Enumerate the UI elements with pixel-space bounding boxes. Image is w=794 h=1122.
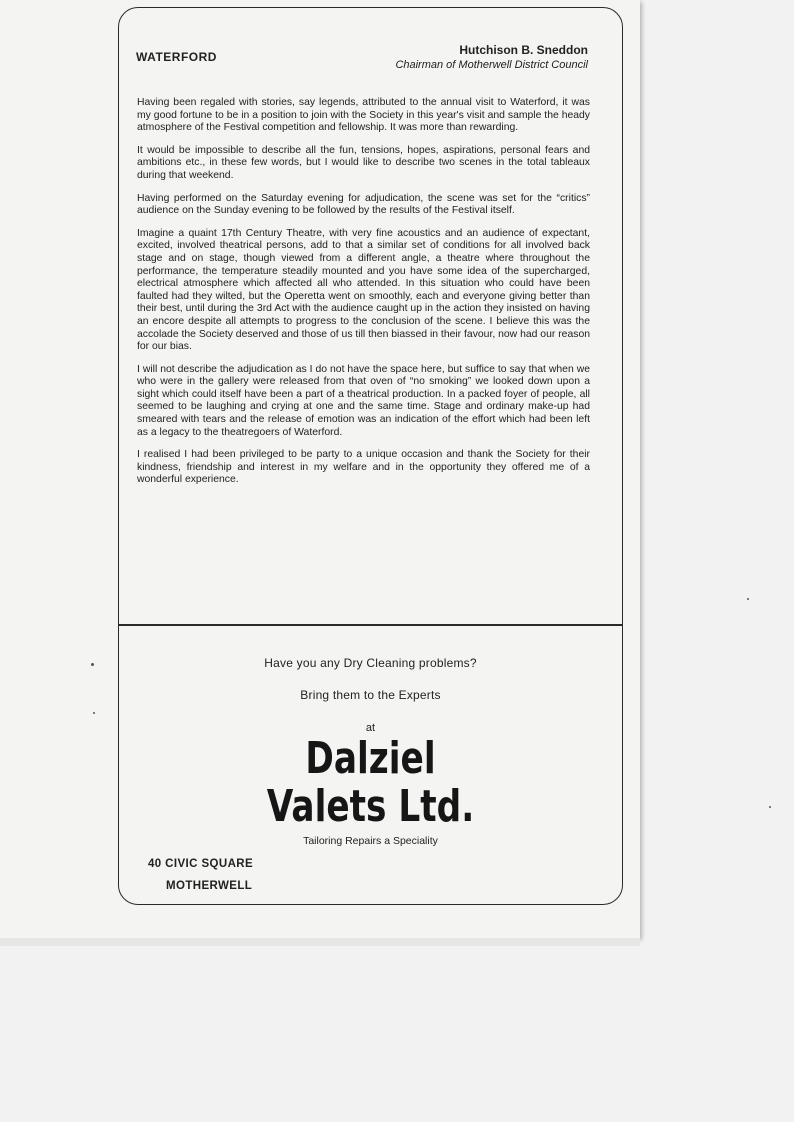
advert-brand-line1: Dalziel	[305, 733, 436, 784]
advert-question: Have you any Dry Cleaning problems?	[264, 656, 477, 670]
article-paragraph: I will not describe the adjudication as I do not have the space here, but suffice to say that when we who were in the gallery were released from that oven of “no smoking” we looked down upon a sight which could itself have been a part of a theatrical production. In a packed foyer of people, all seemed to be laughing and crying at one and the same time. Stage and ordinary make-up had smeared with tears and the release of emotion was an indication of the effort which had been left as a legacy to the theatregoers of Waterford.	[137, 363, 590, 438]
scan-speck	[93, 712, 95, 714]
background-right	[640, 0, 794, 946]
article-body	[137, 97, 590, 497]
article-byline	[395, 43, 588, 71]
scan-speck	[769, 806, 771, 808]
article-paragraph: Imagine a quaint 17th Century Theatre, with very fine acoustics and an audience of expectant, excited, involved theatrical persons, add to that a similar set of conditions for all involved back stage and on stage, though viewed from a different angle, a theatre where throughout the performance, the temperature steadily mounted and you have some idea of the supercharged, electrical atmosphere which affected all who attended. In this situation who could have been faulted had they wilted, but the Operetta went on smoothly, each and everyone giving better than their best, until during the 3rd Act with the audience caught up in the action they insisted on having an encore despite all attempts to progress to the conclusion of the scene. I believe this was the accolade the Society deserved and those of us till then biassed in their favour, now had our reason for our bias.	[137, 227, 590, 353]
article-paragraph: Having performed on the Saturday evening for adjudication, the scene was set for the “critics” audience on the Sunday evening to be followed by the results of the Festival itself.	[137, 192, 590, 217]
article-paragraph: Having been regaled with stories, say legends, attributed to the annual visit to Waterford, it was my good fortune to be in a position to join with the Society in this year's visit and sample the heady atmosphere of the Festival competition and fellowship. It was more than rewarding.	[137, 97, 590, 134]
article-paragraph: I realised I had been privileged to be party to a unique occasion and thank the Society for their kindness, friendship and interest in my welfare and in the opportunity they offered me of a wonderful experience.	[137, 449, 590, 486]
scan-speck	[91, 663, 94, 666]
scan-speck	[747, 598, 749, 600]
author-name: Hutchison B. Sneddon	[459, 43, 588, 57]
advert-at: at	[365, 722, 376, 734]
page-edge	[0, 938, 640, 946]
article-paragraph: It would be impossible to describe all the fun, tensions, hopes, aspirations, personal fears and ambitions etc., in these few words, but I would like to describe two scenes in the total tableaux during that weekend.	[137, 144, 590, 181]
advert-invitation: Bring them to the Experts	[300, 688, 441, 702]
advert-address-line2: MOTHERWELL	[166, 880, 253, 892]
author-title: Chairman of Motherwell District Council	[395, 59, 588, 71]
advert-divider	[118, 624, 623, 626]
advert-address-line1: 40 CIVIC SQUARE	[148, 858, 254, 870]
article-location-heading: WATERFORD	[136, 50, 217, 64]
background-bottom	[0, 946, 794, 1122]
advert-tagline: Tailoring Repairs a Speciality	[303, 835, 438, 847]
advert-brand-line2: Valets Ltd.	[266, 781, 475, 832]
